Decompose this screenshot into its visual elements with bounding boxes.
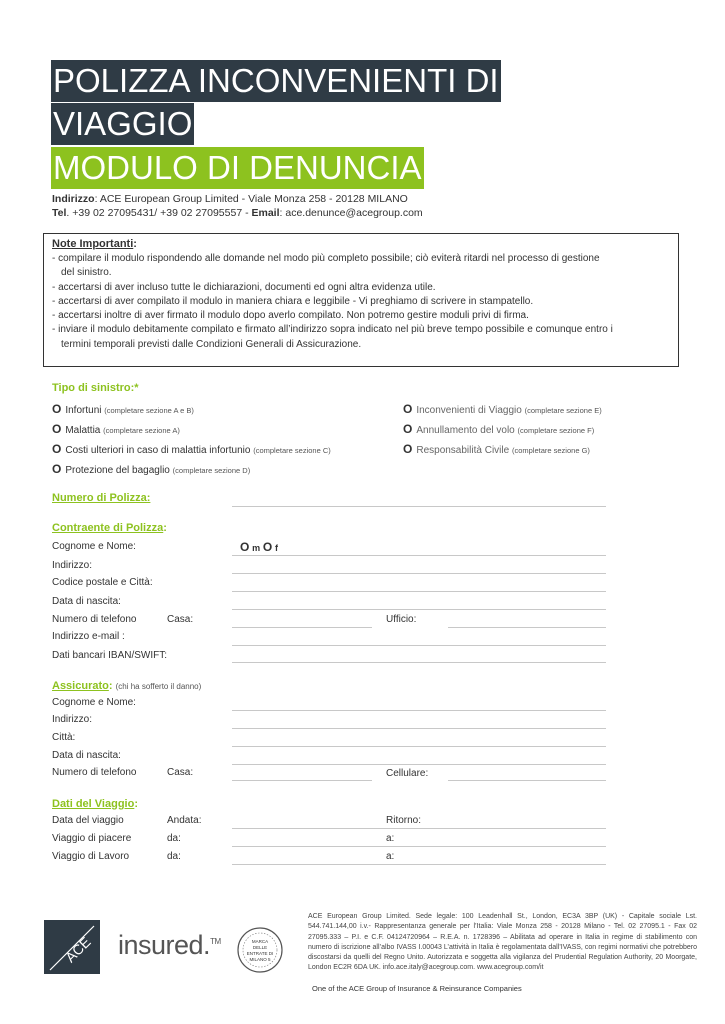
contact-line — [52, 207, 423, 219]
stamp-text-line: MARCA — [251, 939, 269, 944]
trip-title — [52, 798, 138, 810]
option-note: (completare sezione E) — [524, 406, 602, 415]
contractor-postal-label: Codice postale e Città: — [52, 577, 153, 588]
radio-circle-icon[interactable]: O — [403, 442, 413, 456]
trip-work-label: Viaggio di Lavoro — [52, 851, 130, 862]
note-line: - inviare il modulo debitamente compilato e firmato all’indirizzo sopra indicato nel più breve tempo possibile e comunque entro i — [52, 324, 613, 336]
contractor-address-label: Indirizzo: — [52, 560, 93, 571]
contractor-office-label: Ufficio: — [386, 614, 417, 625]
title-line-2: VIAGGIO — [51, 103, 194, 145]
insured-name-field[interactable] — [232, 710, 606, 711]
option-label: Inconvenienti di Viaggio — [416, 405, 522, 416]
insured-name-label: Cognome e Nome: — [52, 697, 136, 708]
trip-leisure-from-label: da: — [167, 833, 181, 844]
trip-work-to-label: a: — [386, 851, 395, 862]
gender-female-radio[interactable]: O — [262, 540, 273, 554]
trip-work-field[interactable] — [232, 864, 606, 865]
claim-option-annullamento[interactable] — [403, 422, 594, 436]
contractor-birth-label: Data di nascita: — [52, 596, 121, 607]
trip-title-text: Dati del Viaggio — [52, 798, 135, 810]
note-line: - compilare il modulo rispondendo alle domande nel modo più completo possibile; ciò eviterà ritardi nel processo di gestione — [52, 253, 600, 264]
option-note: (completare sezione A) — [103, 426, 180, 435]
ace-logo-text: ACE — [62, 933, 94, 966]
legal-notice: ACE European Group Limited. Sede legale: 100 Leadenhall St., London, EC3A 3BP (UK) - Capitale sociale Lst. 544.741.144,00 i.v.- Rappresentanza generale per l’Italia: Viale Monza 258 - 20128 Milano - Tel. 02 27095.1 - Fax 02 27095.333 – P.I. e C.F. 04124720964 – R.E.A. n. 1728396 – Abilitata ad operare in Italia in regime di stabilimento con numero di iscrizione all’albo IVASS I.00043 L’attività in Italia è regolamentata dall’IVASS, con regimi normativi che potrebbero discostarsi da quelli del Regno Unito. Autorizzata e soggetta alla vigilanza del Prudential Regulation Authority, 20 Moorgate, London EC2R 6DA UK. info.ace.italy@acegroup.com. www.acegroup.com/it — [308, 913, 697, 972]
trip-date-field[interactable] — [232, 828, 606, 829]
gender-male-radio[interactable]: O — [240, 540, 250, 554]
contractor-email-label: Indirizzo e-mail : — [52, 631, 125, 642]
insured-city-label: Città: — [52, 732, 76, 743]
insured-address-field[interactable] — [232, 728, 606, 729]
insured-address-label: Indirizzo: — [52, 714, 93, 725]
claim-option-infortuni[interactable] — [52, 402, 194, 416]
insured-home-phone-field[interactable] — [232, 780, 372, 781]
option-label: Costi ulteriori in caso di malattia infortunio — [65, 445, 251, 456]
contractor-iban-field[interactable] — [232, 662, 606, 663]
note-line: del sinistro. — [61, 267, 112, 279]
insured-home-label: Casa: — [167, 767, 194, 778]
claim-type-title: Tipo di sinistro:* — [52, 382, 139, 394]
radio-circle-icon[interactable]: O — [52, 462, 62, 476]
option-label: Protezione del bagaglio — [65, 465, 170, 476]
ace-logo-icon — [44, 920, 100, 974]
address-label: Indirizzo — [52, 193, 95, 205]
option-label: Annullamento del volo — [416, 425, 515, 436]
email-value: : ace.denunce@acegroup.com — [279, 207, 423, 219]
tel-label: Tel — [52, 207, 67, 219]
insured-title-colon: : — [108, 680, 113, 692]
stamp-icon — [236, 926, 284, 974]
insured-brand-word: insured. — [118, 930, 211, 960]
contractor-name-label: Cognome e Nome: — [52, 541, 136, 552]
claim-option-costi-ulteriori[interactable] — [52, 442, 331, 456]
insured-city-field[interactable] — [232, 746, 606, 747]
insured-birth-field[interactable] — [232, 764, 606, 765]
insured-title — [52, 680, 201, 692]
notes-title-colon: : — [133, 238, 137, 250]
revenue-stamp — [236, 926, 284, 974]
note-line: - accertarsi di aver incluso tutte le dichiarazioni, documenti ed ogni altra evidenza utile. — [52, 281, 436, 293]
note-line: - accertarsi di aver compilato il modulo in maniera chiara e leggibile - Vi preghiamo di scrivere in stampatello. — [52, 295, 534, 307]
radio-circle-icon[interactable]: O — [403, 402, 413, 416]
gender-female-label: f — [275, 543, 279, 553]
contractor-phone-label: Numero di telefono — [52, 614, 137, 625]
trip-title-colon: : — [134, 798, 138, 810]
contractor-title-colon: : — [163, 522, 167, 534]
radio-circle-icon[interactable]: O — [52, 422, 62, 436]
trip-leisure-to-label: a: — [386, 833, 395, 844]
email-label: Email — [251, 207, 280, 219]
stamp-text-line: MILANO 5 — [249, 957, 271, 962]
gender-male-label: m — [252, 543, 261, 553]
title-line-1: POLIZZA INCONVENIENTI DI — [51, 60, 501, 102]
option-note: (completare sezione C) — [253, 446, 331, 455]
gender-selector — [240, 540, 278, 554]
trip-leisure-field[interactable] — [232, 846, 606, 847]
address-value: : ACE European Group Limited - Viale Monza 258 - 20128 MILANO — [94, 193, 408, 205]
policy-number-field[interactable] — [232, 506, 606, 507]
trip-date-label: Data del viaggio — [52, 815, 124, 826]
claim-option-bagaglio[interactable] — [52, 462, 250, 476]
address-line — [52, 193, 408, 205]
radio-circle-icon[interactable]: O — [52, 402, 62, 416]
tel-value: . +39 02 27095431/ +39 02 27095557 - — [66, 207, 252, 219]
policy-number-title: Numero di Polizza: — [52, 492, 151, 504]
contractor-title — [52, 522, 167, 534]
contractor-birth-field[interactable] — [232, 609, 606, 610]
contractor-name-field[interactable] — [232, 555, 606, 556]
trip-outbound-label: Andata: — [167, 815, 202, 826]
claim-option-responsabilita[interactable] — [403, 442, 590, 456]
claim-option-malattia[interactable] — [52, 422, 180, 436]
insured-birth-label: Data di nascita: — [52, 750, 121, 761]
insured-title-text: Assicurato — [52, 680, 109, 692]
option-note: (completare sezione A e B) — [104, 406, 194, 415]
group-tagline: One of the ACE Group of Insurance & Reinsurance Companies — [312, 984, 522, 993]
option-label: Malattia — [65, 425, 101, 436]
option-label: Responsabilità Civile — [416, 445, 510, 456]
radio-circle-icon[interactable]: O — [403, 422, 413, 436]
radio-circle-icon[interactable]: O — [52, 442, 62, 456]
option-label: Infortuni — [65, 405, 102, 416]
insured-brand — [118, 930, 221, 961]
insured-mobile-field[interactable] — [448, 780, 606, 781]
contractor-home-phone-field[interactable] — [232, 627, 372, 628]
notes-box — [43, 233, 679, 367]
trademark-mark: TM — [210, 937, 221, 946]
ace-logo — [44, 920, 100, 974]
option-note: (completare sezione F) — [517, 426, 595, 435]
contractor-iban-label: Dati bancari IBAN/SWIFT: — [52, 650, 168, 661]
trip-work-from-label: da: — [167, 851, 181, 862]
title-line-3: MODULO DI DENUNCIA — [51, 147, 424, 189]
insured-phone-label: Numero di telefono — [52, 767, 137, 778]
trip-leisure-label: Viaggio di piacere — [52, 833, 132, 844]
insured-subtitle: (chi ha sofferto il danno) — [115, 682, 202, 691]
note-line: - accertarsi inoltre di aver firmato il modulo dopo averlo compilato. Non potremo gestire moduli privi di firma. — [52, 310, 529, 322]
insured-mobile-label: Cellulare: — [386, 768, 429, 779]
trip-return-label: Ritorno: — [386, 815, 422, 826]
notes-title — [52, 238, 670, 250]
option-note: (completare sezione G) — [511, 446, 590, 455]
contractor-home-label: Casa: — [167, 614, 194, 625]
stamp-text-line: ENTRATE DI — [246, 951, 274, 956]
note-line: termini temporali previsti dalle Condizioni Generali di Assicurazione. — [61, 338, 362, 350]
claim-option-inconvenienti[interactable] — [403, 402, 602, 416]
contractor-address-field[interactable] — [232, 573, 606, 574]
option-note: (completare sezione D) — [172, 466, 251, 475]
contractor-postal-field[interactable] — [232, 591, 606, 592]
contractor-title-text: Contraente di Polizza — [52, 522, 164, 534]
contractor-office-phone-field[interactable] — [448, 627, 606, 628]
notes-title-text: Note Importanti — [52, 238, 134, 250]
contractor-email-field[interactable] — [232, 645, 606, 646]
stamp-text-line: DELLE — [252, 945, 268, 950]
